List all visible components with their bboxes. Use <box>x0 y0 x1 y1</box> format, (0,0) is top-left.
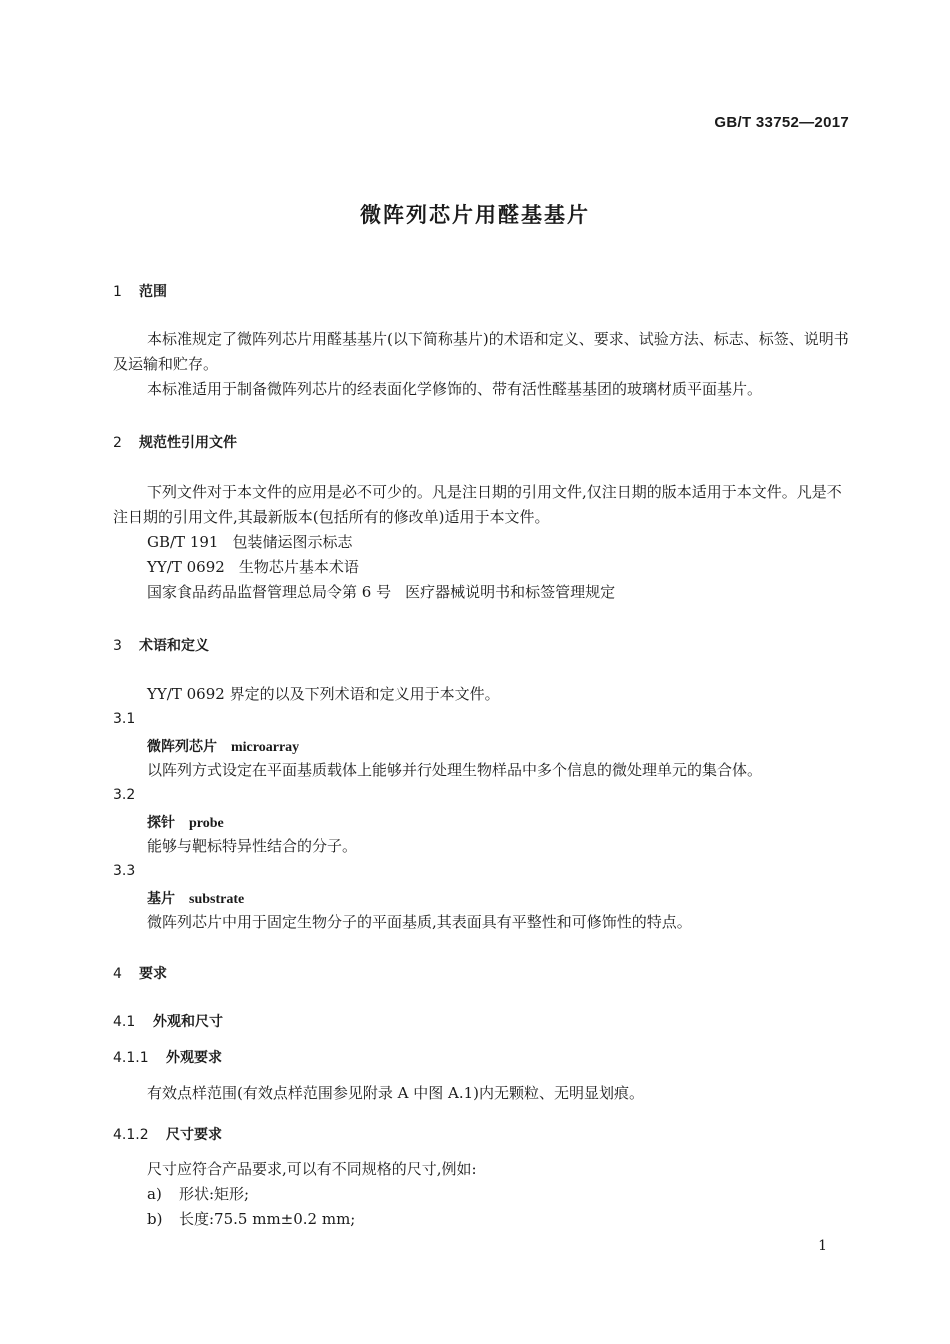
section-number: 3 <box>113 638 122 654</box>
term-number: 3.1 <box>113 711 136 727</box>
section-title: 术语和定义 <box>139 638 209 654</box>
dimension-requirement: 尺寸应符合产品要求,可以有不同规格的尺寸,例如: <box>147 1160 477 1178</box>
document-title: 微阵列芯片用醛基基片 <box>360 203 590 227</box>
scope-paragraph-2: 本标准适用于制备微阵列芯片的经表面化学修饰的、带有活性醛基基团的玻璃材质平面基片。 <box>147 380 763 398</box>
list-marker: a) <box>147 1185 162 1203</box>
reference-name: 包装储运图示标志 <box>232 533 353 551</box>
subsection-number: 4.1.1 <box>113 1050 149 1066</box>
section-title: 要求 <box>139 966 167 982</box>
section-number: 1 <box>113 284 122 300</box>
term-en: microarray <box>231 740 300 755</box>
term-number: 3.2 <box>113 787 136 803</box>
reference-item <box>147 530 352 555</box>
list-item <box>147 1182 249 1207</box>
subsection-title: 外观要求 <box>166 1050 222 1066</box>
section-1-heading <box>113 281 167 301</box>
term-heading <box>147 888 244 908</box>
subsection-number: 4.1.2 <box>113 1127 149 1143</box>
list-item <box>147 1207 355 1232</box>
list-text: 形状:矩形; <box>179 1185 250 1203</box>
subsection-4-1-heading <box>113 1011 223 1031</box>
term-zh: 微阵列芯片 <box>147 739 217 755</box>
section-2-heading <box>113 432 237 452</box>
reference-item <box>147 555 359 580</box>
subsection-4-1-2-heading <box>113 1124 222 1144</box>
term-zh: 基片 <box>147 891 175 907</box>
term-heading <box>147 736 299 756</box>
terms-intro: YY/T 0692 界定的以及下列术语和定义用于本文件。 <box>147 685 500 703</box>
section-number: 4 <box>113 966 122 982</box>
subsection-number: 4.1 <box>113 1014 136 1030</box>
standard-number: GB/T 33752—2017 <box>714 114 849 131</box>
section-number: 2 <box>113 435 122 451</box>
normative-ref-paragraph: 下列文件对于本文件的应用是必不可少的。凡是注日期的引用文件,仅注日期的版本适用于本文件。凡是不注日期的引用文件,其最新版本(包括所有的修改单)适用于本文件。 <box>113 483 842 526</box>
term-en: substrate <box>189 892 245 907</box>
page-number: 1 <box>818 1238 827 1254</box>
section-title: 规范性引用文件 <box>139 435 237 451</box>
list-marker: b) <box>147 1210 163 1228</box>
term-en: probe <box>189 816 224 831</box>
subsection-4-1-1-heading <box>113 1047 222 1067</box>
reference-item <box>147 580 615 605</box>
appearance-requirement: 有效点样范围(有效点样范围参见附录 A 中图 A.1)内无颗粒、无明显划痕。 <box>147 1084 644 1102</box>
reference-code: 国家食品药品监督管理总局令第 6 号 <box>147 583 392 601</box>
term-heading <box>147 812 224 832</box>
term-definition: 能够与靶标特异性结合的分子。 <box>147 837 358 855</box>
reference-name: 生物芯片基本术语 <box>238 558 359 576</box>
term-definition: 以阵列方式设定在平面基质载体上能够并行处理生物样品中多个信息的微处理单元的集合体。 <box>147 761 763 779</box>
term-zh: 探针 <box>147 815 175 831</box>
scope-paragraph-1: 本标准规定了微阵列芯片用醛基基片(以下简称基片)的术语和定义、要求、试验方法、标志、标签、说明书及运输和贮存。 <box>113 330 849 373</box>
list-text: 长度:75.5 mm±0.2 mm; <box>179 1210 356 1228</box>
term-number: 3.3 <box>113 863 136 879</box>
section-4-heading <box>113 963 167 983</box>
section-title: 范围 <box>139 284 167 300</box>
reference-code: GB/T 191 <box>147 533 219 551</box>
subsection-title: 外观和尺寸 <box>153 1014 223 1030</box>
reference-code: YY/T 0692 <box>147 558 225 576</box>
reference-name: 医疗器械说明书和标签管理规定 <box>405 583 616 601</box>
term-definition: 微阵列芯片中用于固定生物分子的平面基质,其表面具有平整性和可修饰性的特点。 <box>147 913 692 931</box>
section-3-heading <box>113 635 209 655</box>
subsection-title: 尺寸要求 <box>166 1127 222 1143</box>
